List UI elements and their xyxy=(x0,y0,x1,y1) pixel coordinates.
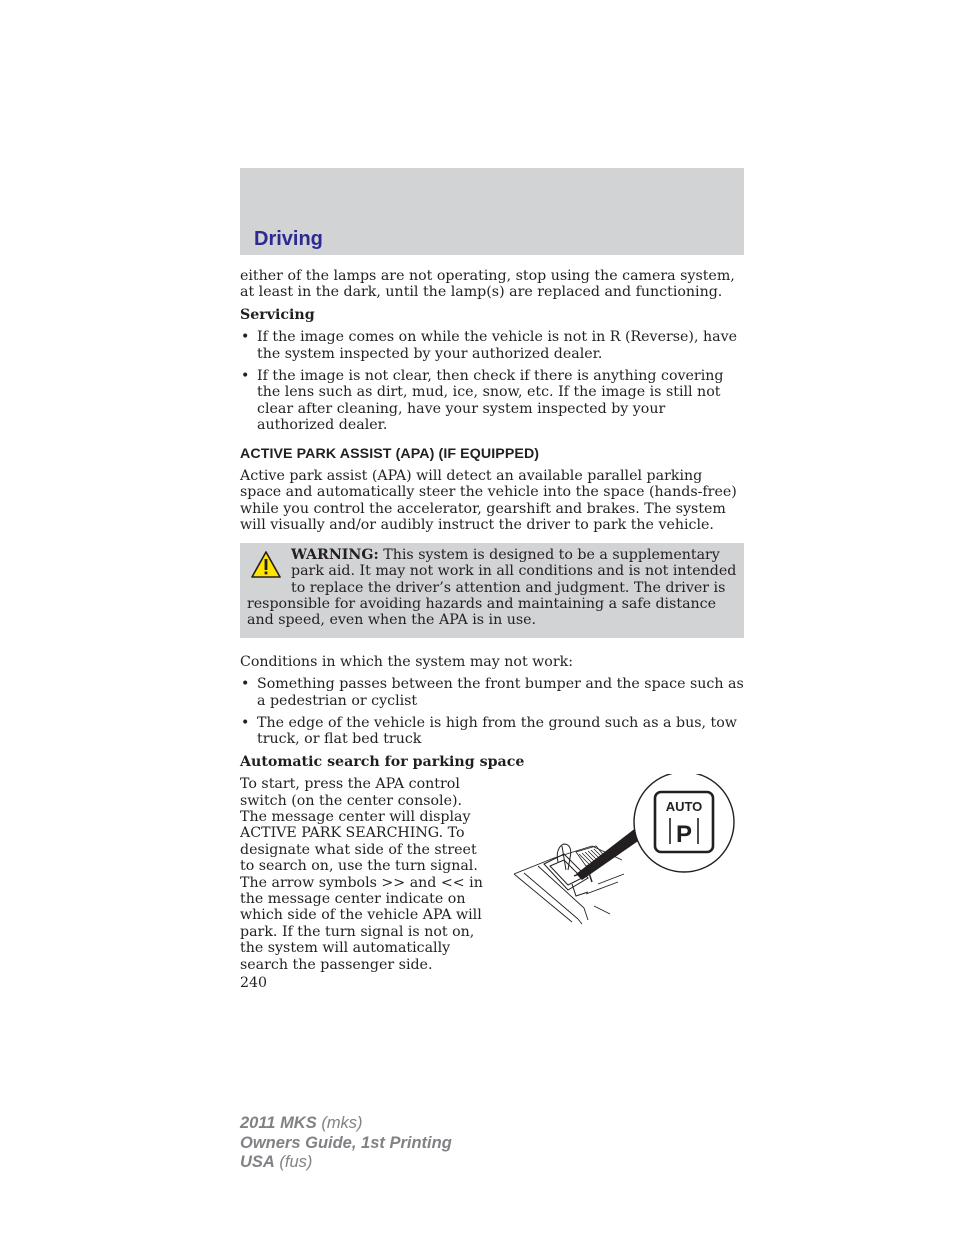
page-number: 240 xyxy=(240,975,268,992)
warning-box xyxy=(240,543,744,638)
warning-triangle-icon xyxy=(250,550,282,580)
apa-switch-illustration xyxy=(514,774,740,950)
servicing-heading: Servicing xyxy=(240,306,315,323)
apa-heading: ACTIVE PARK ASSIST (APA) (IF EQUIPPED) xyxy=(240,445,540,462)
automatic-search-paragraph: To start, press the APA control switch (on the center console). The message center will display ACTIVE PARK SEARCHING. To designate what side of the street to search on, use the turn signal. The arrow symbols >> and << in the message center indicate on which side of the vehicle APA will park. If the turn signal is not on, the system will automatically search the passenger side. xyxy=(240,776,483,973)
list-item: • If the image is not clear, then check if there is anything covering the lens such as dirt, mud, ice, snow, etc. If the image is still not clear after cleaning, have your system inspected by your authorized dealer. xyxy=(240,368,744,434)
automatic-search-section xyxy=(240,776,744,973)
servicing-bullet-list xyxy=(240,329,744,433)
automatic-search-heading: Automatic search for parking space xyxy=(240,753,525,770)
list-item: • If the image comes on while the vehicle is not in R (Reverse), have the system inspected by your authorized dealer. xyxy=(240,329,744,362)
page-content xyxy=(240,268,744,991)
warning-body: This system is designed to be a supplementary park aid. It may not work in all conditions and is not intended to replace the driver’s attention and judgment. The driver is responsible for avoiding hazards and maintaining a safe distance and speed, even when the APA is in use. xyxy=(247,546,737,629)
conditions-intro: Conditions in which the system may not work: xyxy=(240,653,574,670)
footer-line-2: Owners Guide, 1st Printing xyxy=(240,1133,452,1152)
section-title: Driving xyxy=(254,228,323,250)
intro-paragraph: either of the lamps are not operating, stop using the camera system, at least in the dark, until the lamp(s) are replaced and functioning. xyxy=(240,268,735,301)
warning-label: WARNING: xyxy=(291,546,379,563)
park-letter: P xyxy=(675,821,693,849)
conditions-bullet-list xyxy=(240,676,744,748)
apa-paragraph: Active park assist (APA) will detect an available parallel parking space and automatically steer the vehicle into the space (hands-free) while you control the accelerator, gearshift and brakes. The system will visually and/or audibly instruct the driver to park the vehicle. xyxy=(240,468,737,534)
list-item: • The edge of the vehicle is high from the ground such as a bus, tow truck, or flat bed truck xyxy=(240,715,744,748)
list-item: • Something passes between the front bumper and the space such as a pedestrian or cyclist xyxy=(240,676,744,709)
footer-line-3: USA (fus) xyxy=(240,1153,313,1171)
warning-text xyxy=(247,547,737,629)
auto-label: AUTO xyxy=(665,799,703,815)
section-header-band xyxy=(240,168,744,255)
document-footer xyxy=(240,1114,452,1173)
footer-line-1: 2011 MKS (mks) xyxy=(240,1114,363,1132)
